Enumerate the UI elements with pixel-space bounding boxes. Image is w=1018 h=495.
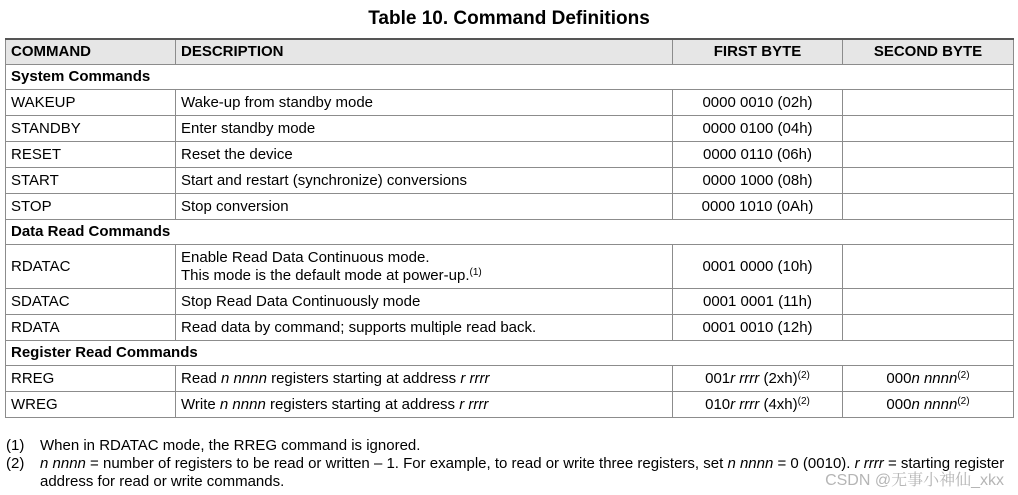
first-byte-cell: 0000 0010 (02h) <box>673 90 843 116</box>
second-byte-cell <box>843 168 1014 194</box>
section-row-data-read <box>6 220 1014 245</box>
command-cell: SDATAC <box>6 289 176 315</box>
description-cell: Start and restart (synchronize) conversions <box>176 168 673 194</box>
header-description: DESCRIPTION <box>176 39 673 65</box>
table-row <box>6 392 1014 418</box>
byte-suffix: (4xh) <box>759 395 798 413</box>
footnote-number: (2) <box>6 455 25 472</box>
byte-variable: r rrrr <box>730 395 760 413</box>
first-byte-cell: 0000 1000 (08h) <box>673 168 843 194</box>
description-text: registers starting at address <box>265 395 460 413</box>
section-title: Register Read Commands <box>6 341 1014 366</box>
table-row <box>6 245 1014 289</box>
description-variable: r rrrr <box>460 369 490 387</box>
description-variable: r rrrr <box>459 395 489 413</box>
second-byte-cell <box>843 90 1014 116</box>
header-second-byte: SECOND BYTE <box>843 39 1014 65</box>
section-title: Data Read Commands <box>6 220 1014 245</box>
first-byte-cell: 0000 0100 (04h) <box>673 116 843 142</box>
description-variable: n nnnn <box>221 369 267 387</box>
table-row <box>6 168 1014 194</box>
second-byte-cell <box>843 366 1014 392</box>
footnote-ref: (2) <box>957 395 970 407</box>
first-byte-cell <box>673 366 843 392</box>
description-cell: Wake-up from standby mode <box>176 90 673 116</box>
description-variable: n nnnn <box>219 395 266 413</box>
description-cell <box>176 366 673 392</box>
byte-variable: r rrrr <box>730 369 760 387</box>
section-title: System Commands <box>6 65 1014 90</box>
command-cell: RDATAC <box>6 245 176 289</box>
footnote-variable: n nnnn <box>727 455 774 472</box>
header-first-byte: FIRST BYTE <box>673 39 843 65</box>
description-text: registers starting at address <box>266 369 461 387</box>
second-byte-cell <box>843 392 1014 418</box>
first-byte-cell: 0000 1010 (0Ah) <box>673 194 843 220</box>
second-byte-cell <box>843 245 1014 289</box>
first-byte-cell: 0001 0010 (12h) <box>673 315 843 341</box>
command-cell: WREG <box>6 392 176 418</box>
description-cell: Reset the device <box>176 142 673 168</box>
footnote-segment: = starting register address for read or write commands. <box>40 455 1005 490</box>
section-row-register-read <box>6 341 1014 366</box>
second-byte-cell <box>843 194 1014 220</box>
table-header-row <box>6 39 1014 65</box>
footnote-ref: (2) <box>797 395 810 407</box>
command-cell: RDATA <box>6 315 176 341</box>
footnote-segment: = 0 (0010). <box>773 455 855 472</box>
description-cell: Enter standby mode <box>176 116 673 142</box>
description-cell: Stop Read Data Continuously mode <box>176 289 673 315</box>
description-text: Write <box>181 395 220 413</box>
footnote-number: (1) <box>6 437 25 454</box>
first-byte-cell <box>673 392 843 418</box>
table-row <box>6 366 1014 392</box>
footnote-variable: r rrrr <box>854 455 884 472</box>
command-cell: STANDBY <box>6 116 176 142</box>
byte-prefix: 000 <box>886 369 912 387</box>
second-byte-cell <box>843 142 1014 168</box>
table-row <box>6 116 1014 142</box>
byte-suffix: (2xh) <box>759 369 798 387</box>
description-cell <box>176 245 673 289</box>
table-title: Table 10. Command Definitions <box>368 8 650 29</box>
table-row <box>6 90 1014 116</box>
table-row <box>6 194 1014 220</box>
byte-variable: n nnnn <box>911 395 958 413</box>
second-byte-cell <box>843 289 1014 315</box>
watermark: CSDN @无事小神仙_xkx <box>825 472 1004 489</box>
second-byte-cell <box>843 116 1014 142</box>
command-cell: WAKEUP <box>6 90 176 116</box>
first-byte-cell: 0000 0110 (06h) <box>673 142 843 168</box>
description-text: This mode is the default mode at power-up. <box>181 266 470 284</box>
footnote-ref: (2) <box>797 369 810 381</box>
footnote-text: When in RDATAC mode, the RREG command is ignored. <box>40 437 421 454</box>
footnote-variable: n nnnn <box>40 455 86 472</box>
description-line: Enable Read Data Continuous mode. <box>181 248 430 266</box>
byte-prefix: 000 <box>886 395 912 413</box>
table-row <box>6 315 1014 341</box>
command-cell: STOP <box>6 194 176 220</box>
description-line <box>181 267 667 285</box>
description-cell <box>176 392 673 418</box>
description-text: Read <box>181 369 222 387</box>
description-cell: Read data by command; supports multiple read back. <box>176 315 673 341</box>
section-row-system <box>6 65 1014 90</box>
first-byte-cell: 0001 0000 (10h) <box>673 245 843 289</box>
header-command: COMMAND <box>6 39 176 65</box>
description-cell: Stop conversion <box>176 194 673 220</box>
first-byte-cell: 0001 0001 (11h) <box>673 289 843 315</box>
footnote-ref: (1) <box>469 266 482 278</box>
table-row <box>6 142 1014 168</box>
command-cell: RESET <box>6 142 176 168</box>
second-byte-cell <box>843 315 1014 341</box>
command-cell: RREG <box>6 366 176 392</box>
table-row <box>6 289 1014 315</box>
command-definitions-table <box>5 38 1014 418</box>
footnote-segment: = number of registers to be read or written – 1. For example, to read or write three registers, set <box>85 455 728 472</box>
byte-variable: n nnnn <box>911 369 958 387</box>
command-cell: START <box>6 168 176 194</box>
byte-prefix: 010 <box>705 395 731 413</box>
byte-prefix: 001 <box>705 369 731 387</box>
footnote-1 <box>6 437 1006 455</box>
footnote-ref: (2) <box>957 369 970 381</box>
